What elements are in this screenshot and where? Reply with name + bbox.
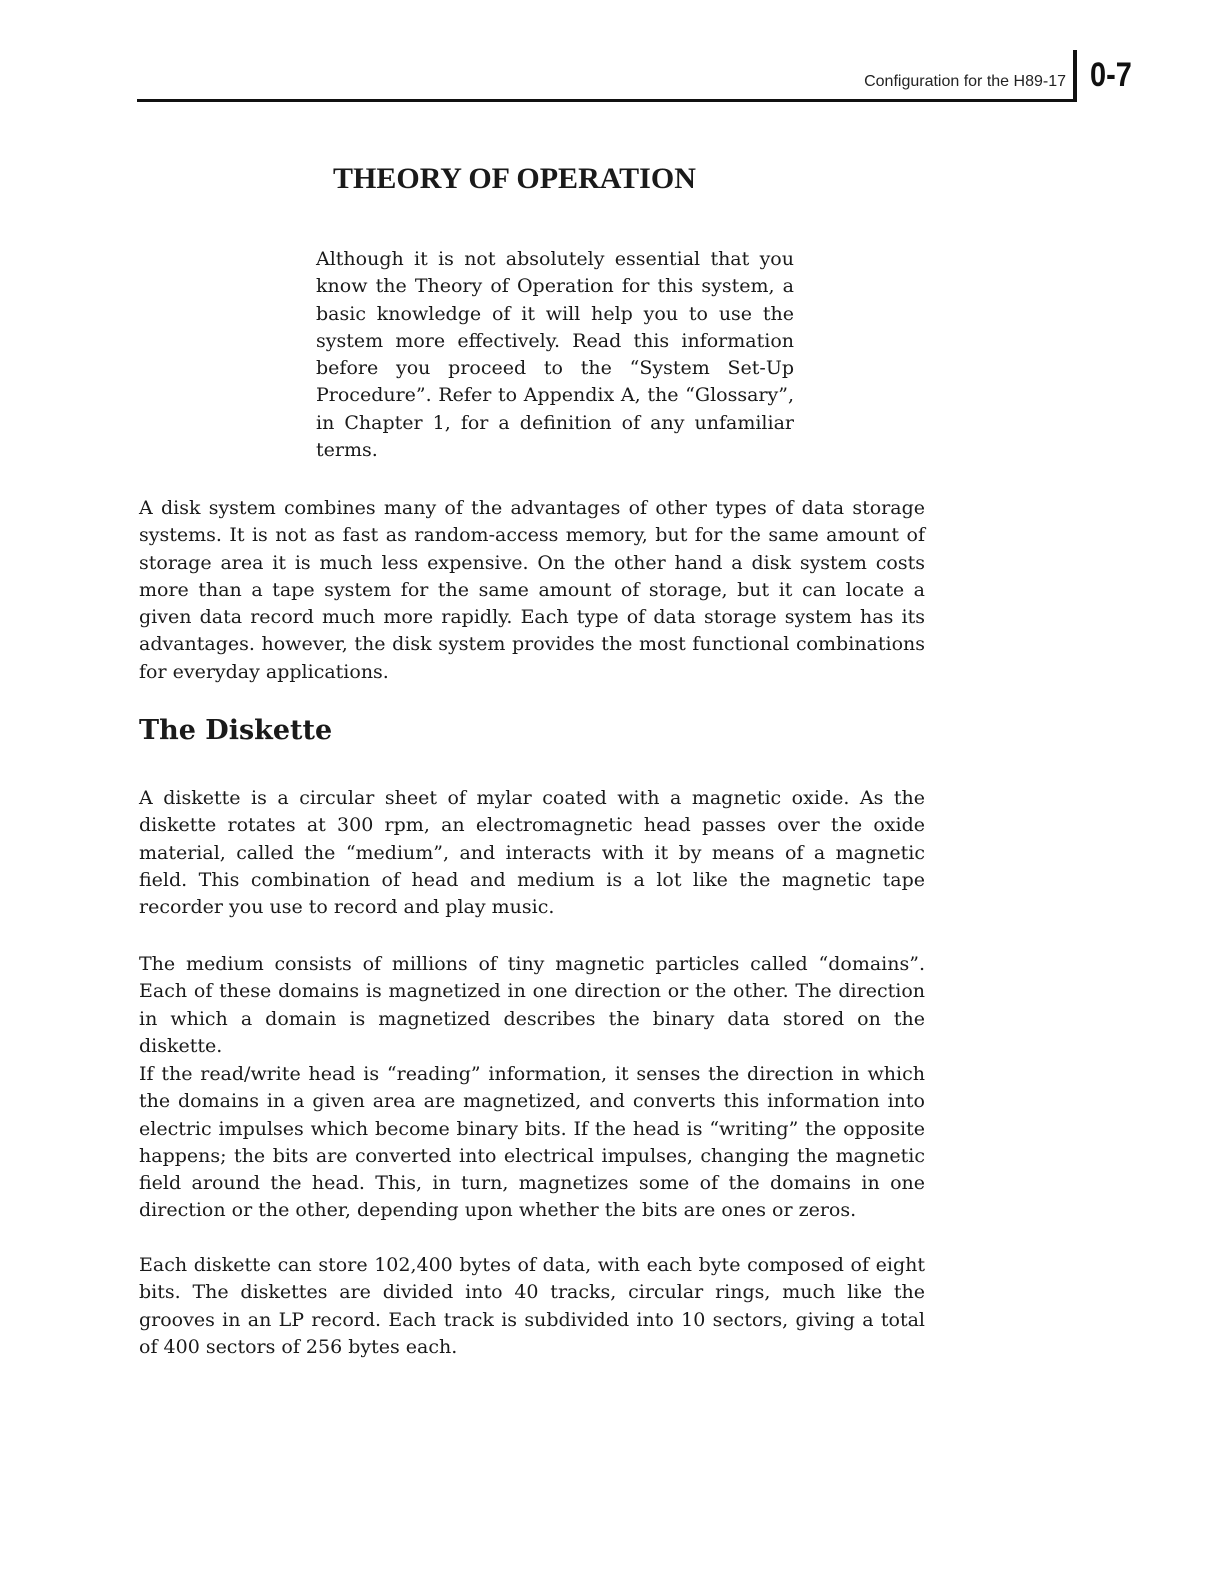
- intro-paragraph: Although it is not absolutely essential that you know the Theory of Operation for this system, a basic knowledge of it will help you to use the system more effectively. Read this information before you proceed to the “System Set-Up Procedure”. Refer to Appendix A, the “Glossary”, in Chapter 1, for a definition of any unfamiliar terms.: [316, 248, 794, 462]
- running-title: Configuration for the H89-17: [864, 73, 1066, 90]
- section-paragraph: The medium consists of millions of tiny magnetic particles called “domains”. Each of these domains is magnetized in one direction or the other. The direction in which a domain is magnetized describes the binary data stored on the diskette.: [139, 953, 925, 1057]
- page-title: THEORY OF OPERATION: [333, 162, 696, 195]
- header-rule: [137, 99, 1073, 102]
- section-paragraph: A diskette is a circular sheet of mylar coated with a magnetic oxide. As the diskette rotates at 300 rpm, an electromagnetic head passes over the oxide material, called the “medium”, and interacts with it by means of a magnetic field. This combination of head and medium is a lot like the magnetic tape recorder you use to record and play music.: [139, 787, 925, 919]
- body-paragraph: A disk system combines many of the advantages of other types of data storage systems. It is not as fast as random-access memory, but for the same amount of storage area it is much less expensive. On the other hand a disk system costs more than a tape system for the same amount of storage, but it can locate a given data record much more rapidly. Each type of data storage system has its advantages. however, the disk system provides the most functional combinations for everyday applications.: [139, 497, 925, 683]
- page-number: 0-7: [1090, 56, 1132, 94]
- section-paragraph: Each diskette can store 102,400 bytes of data, with each byte composed of eight bits. The diskettes are divided into 40 tracks, circular rings, much like the grooves in an LP record. Each track is subdivided into 10 sectors, giving a total of 400 sectors of 256 bytes each.: [139, 1254, 925, 1358]
- section-heading: The Diskette: [139, 715, 333, 746]
- section-paragraph: If the read/write head is “reading” information, it senses the direction in which the domains in a given area are magnetized, and converts this information into electric impulses which become binary bits. If the head is “writing” the opposite happens; the bits are converted into electrical impulses, changing the magnetic field around the head. This, in turn, magnetizes some of the domains in one direction or the other, depending upon whether the bits are ones or zeros.: [139, 1063, 925, 1222]
- header-divider: [1073, 50, 1077, 102]
